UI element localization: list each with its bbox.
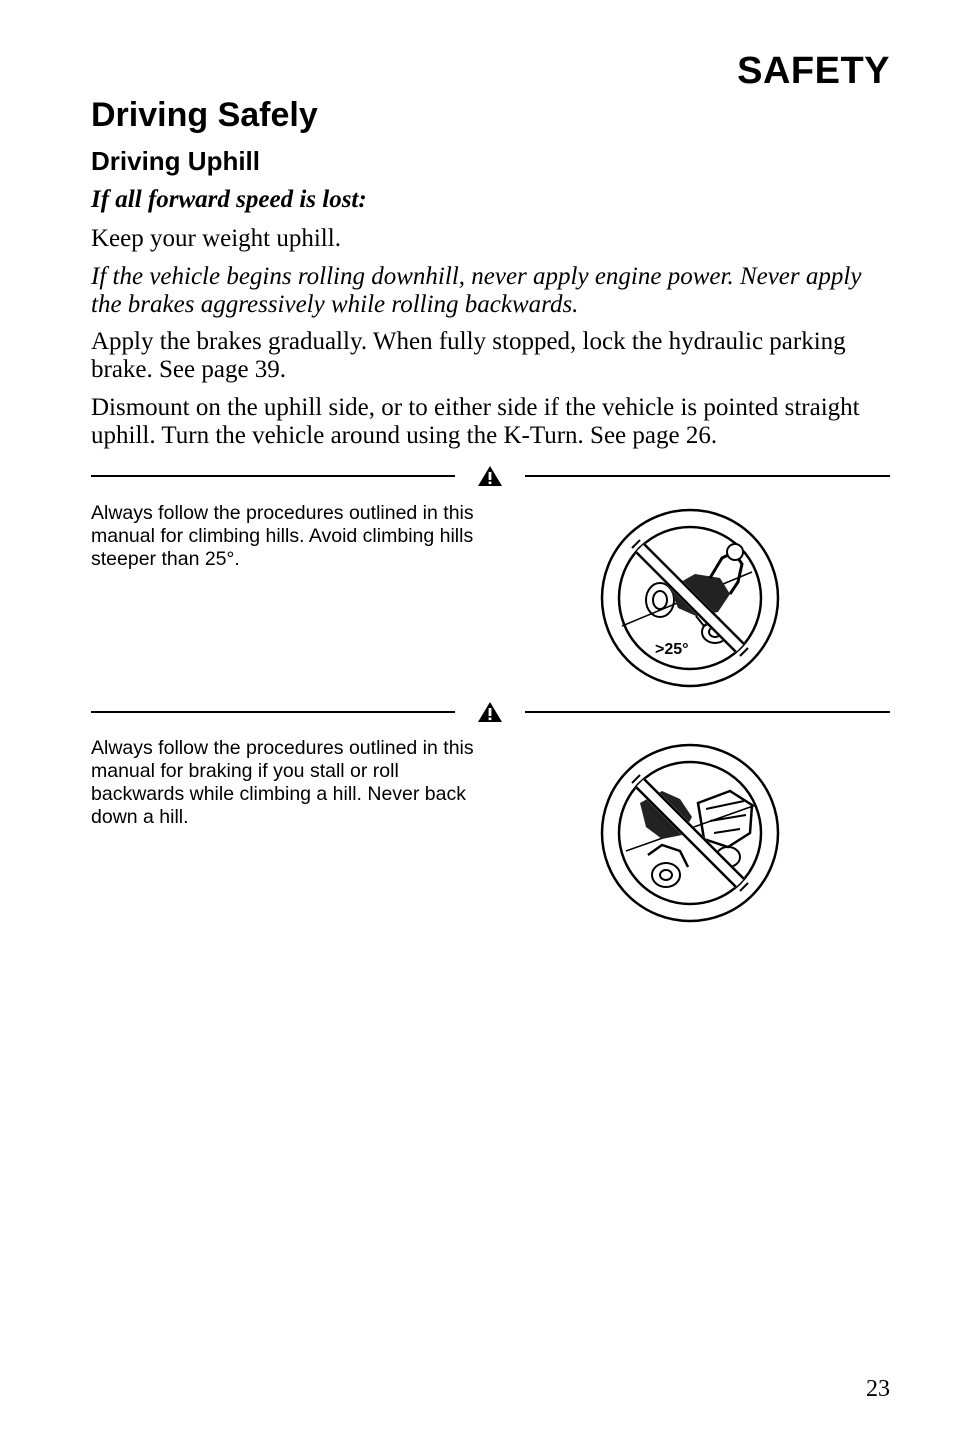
warning-rule-left <box>91 711 455 713</box>
page-title: Driving Safely <box>91 96 318 134</box>
warning-rule-right <box>525 475 890 477</box>
warning-triangle-icon <box>477 465 503 487</box>
illustration-label: >25° <box>655 641 689 658</box>
warning-text: Always follow the procedures outlined in this manual for climbing hills. Avoid climbing hills steeper than 25°. <box>91 502 474 570</box>
no-backing-down-hill-icon <box>600 743 780 923</box>
warning-rule-right <box>525 711 890 713</box>
page-number: 23 <box>866 1376 890 1402</box>
no-steep-hill-climb-icon <box>600 508 780 688</box>
warning-triangle-icon <box>477 701 503 723</box>
paragraph-weight: Keep your weight uphill. <box>91 225 341 252</box>
lead-paragraph: If all forward speed is lost: <box>91 186 367 213</box>
section-title: SAFETY <box>737 50 890 92</box>
page-subtitle: Driving Uphill <box>91 146 260 176</box>
warning-rule-left <box>91 475 455 477</box>
warning-text: Always follow the procedures outlined in this manual for braking if you stall or roll backwards while climbing a hill. Never back down a hill. <box>91 737 474 828</box>
paragraph-dismount: Dismount on the uphill side, or to either side if the vehicle is pointed straight uphill. Turn the vehicle around using the K-Turn. See page 26. <box>91 394 860 449</box>
paragraph-rolling-downhill: If the vehicle begins rolling downhill, never apply engine power. Never apply the brakes aggressively while rolling backwards. <box>91 263 862 318</box>
paragraph-apply-brakes: Apply the brakes gradually. When fully stopped, lock the hydraulic parking brake. See page 39. <box>91 328 846 383</box>
